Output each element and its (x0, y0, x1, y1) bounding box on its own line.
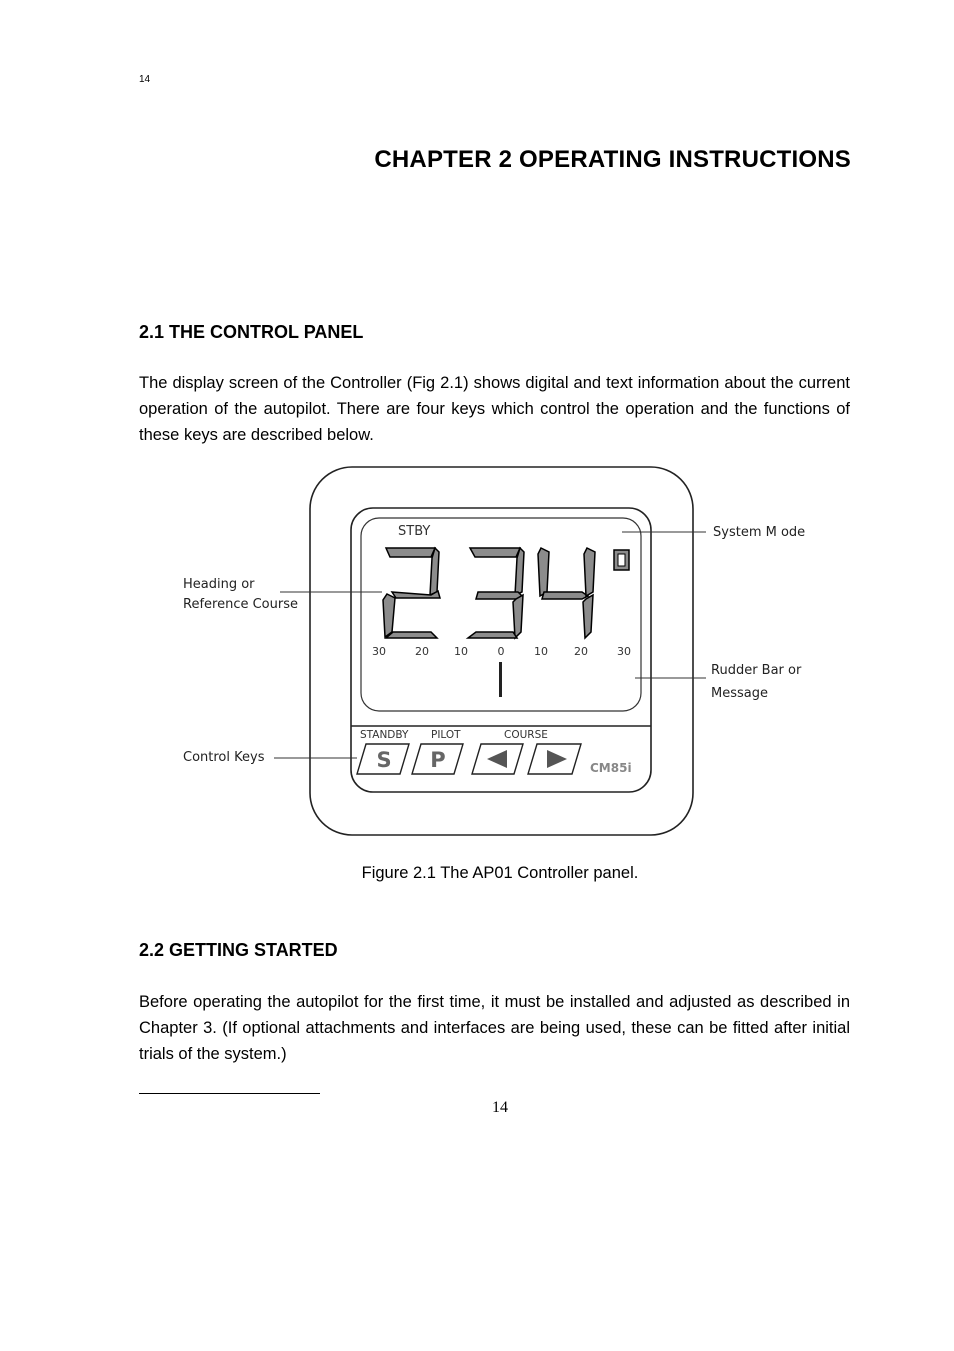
course-left-key (472, 744, 523, 774)
chapter-title: CHAPTER 2 OPERATING INSTRUCTIONS (374, 146, 851, 173)
pilot-key (412, 744, 463, 774)
course-right-key (528, 744, 581, 774)
model-label: CM85i (590, 761, 632, 775)
footnote-rule (139, 1093, 320, 1094)
degree-indicator (614, 550, 629, 570)
course-key-label: COURSE (504, 729, 548, 741)
heading-callout-line2: Reference Course (183, 597, 298, 612)
getting-started-paragraph: Before operating the autopilot for the first time, it must be installed and adjusted as described in Chapter 3. (If optional attachments and interfaces are being used, these can be fitted after initial trials of the system.) (139, 993, 850, 1063)
rudder-scale-label: 0 (497, 645, 505, 658)
rudder-scale-label: 20 (415, 645, 429, 658)
rudder-scale-label: 10 (534, 645, 548, 658)
section-heading-control-panel: 2.1 THE CONTROL PANEL (139, 322, 364, 342)
heading-callout-line1: Heading or (183, 577, 255, 592)
page-footer-number: 14 (492, 1099, 508, 1116)
page-header-number: 14 (139, 74, 151, 85)
rudder-callout-line1: Rudder Bar or (711, 663, 802, 678)
rudder-scale-label: 20 (574, 645, 588, 658)
standby-key-letter: S (376, 748, 392, 772)
control-keys-callout: Control Keys (183, 750, 265, 765)
standby-key-label: STANDBY (360, 729, 409, 741)
mode-text: STBY (398, 524, 431, 539)
rudder-callout-line2: Message (711, 686, 768, 701)
section-heading-getting-started: 2.2 GETTING STARTED (139, 940, 338, 960)
rudder-scale-label: 30 (372, 645, 386, 658)
figure-caption: Figure 2.1 The AP01 Controller panel. (361, 864, 639, 882)
pilot-key-letter: P (430, 748, 446, 772)
controller-panel-figure (150, 462, 820, 844)
rudder-bar (499, 662, 502, 697)
standby-key (357, 744, 409, 774)
control-panel-paragraph: The display screen of the Controller (Fig 2.1) shows digital and text information about the current operation of the autopilot. There are four keys which control the operation and the functions of these keys are described below. (139, 374, 850, 444)
rudder-scale-label: 10 (454, 645, 468, 658)
system-mode-callout: System M ode (713, 525, 806, 540)
pilot-key-label: PILOT (431, 729, 461, 741)
rudder-scale-label: 30 (617, 645, 631, 658)
